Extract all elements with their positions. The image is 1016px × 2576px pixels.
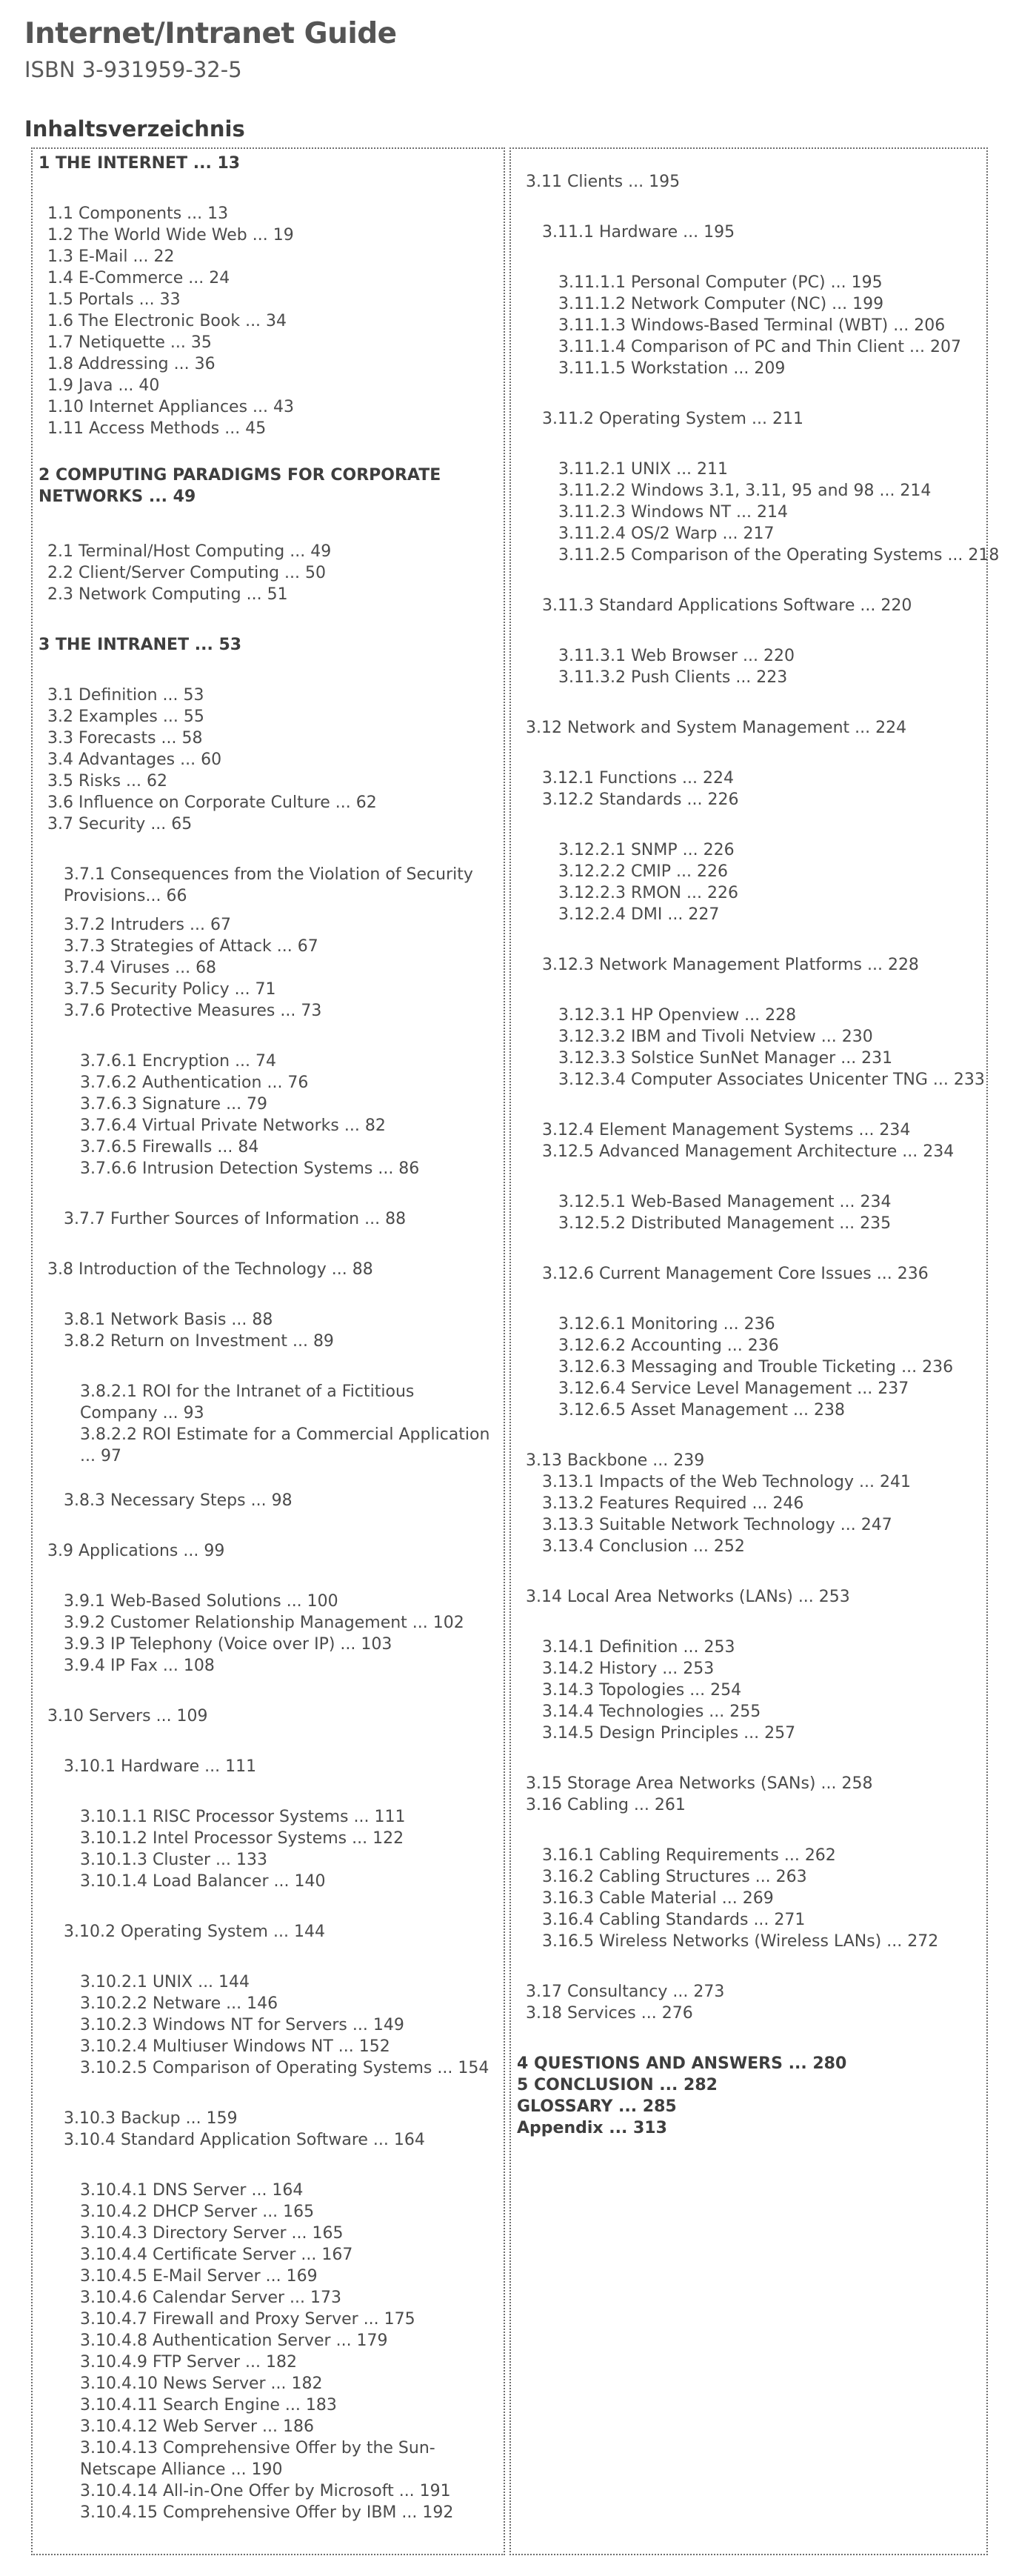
toc-entry: 3.14 Local Area Networks (LANs) ... 253 [526, 1588, 850, 1606]
toc-entry: 3.10.4.4 Certificate Server ... 167 [80, 2246, 353, 2264]
toc-entry: 3.10.1 Hardware ... 111 [64, 1757, 257, 1776]
toc-entry: 3.12.2.4 DMI ... 227 [558, 905, 720, 924]
toc-entry: 3.12.3.4 Computer Associates Unicenter TNG ... 233 [558, 1071, 985, 1089]
toc-entry: 3.12.5 Advanced Management Architecture ... 234 [542, 1142, 955, 1161]
toc-entry: 3.12.1 Functions ... 224 [542, 769, 734, 788]
toc-entry: 3.12.3.1 HP Openview ... 228 [558, 1006, 797, 1025]
toc-entry: 3.7.3 Strategies of Attack ... 67 [64, 937, 318, 956]
toc-entry: 3.16.2 Cabling Structures ... 263 [542, 1868, 807, 1886]
toc-entry: 1.9 Java ... 40 [47, 376, 160, 395]
toc-entry: 3.12.5.1 Web-Based Management ... 234 [558, 1193, 892, 1211]
toc-entry: 3.7.6.3 Signature ... 79 [80, 1095, 268, 1114]
toc-entry: 3.9.3 IP Telephony (Voice over IP) ... 103 [64, 1635, 392, 1654]
toc-entry: 3.6 Influence on Corporate Culture ... 62 [47, 793, 377, 812]
toc-entry: 3.12.6.4 Service Level Management ... 237 [558, 1379, 909, 1398]
toc-entry: 1.5 Portals ... 33 [47, 290, 181, 309]
toc-entry: 3.11.1 Hardware ... 195 [542, 223, 735, 242]
toc-entry: 3.11.2 Operating System ... 211 [542, 410, 803, 428]
toc-entry: 3.7.6 Protective Measures ... 73 [64, 1002, 322, 1020]
document-title: Internet/Intranet Guide [24, 17, 397, 50]
toc-entry: 3.10.1.2 Intel Processor Systems ... 122 [80, 1829, 404, 1848]
toc-entry: 3.16.3 Cable Material ... 269 [542, 1889, 774, 1908]
toc-entry: 3.12.4 Element Management Systems ... 234 [542, 1121, 911, 1139]
toc-entry: 3.13.3 Suitable Network Technology ... 247 [542, 1516, 892, 1534]
toc-entry: 3.14.1 Definition ... 253 [542, 1638, 735, 1657]
toc-entry: 3.10.4 Standard Application Software ... 164 [64, 2131, 425, 2149]
toc-entry: 4 QUESTIONS AND ANSWERS ... 280 [517, 2054, 847, 2073]
toc-entry: 3.8.2.1 ROI for the Intranet of a Fictitious Company ... 93 [80, 1382, 415, 1422]
toc-entry: 3.11 Clients ... 195 [526, 173, 681, 191]
toc-entry: 3.2 Examples ... 55 [47, 708, 204, 726]
toc-entry: 3.13.2 Features Required ... 246 [542, 1494, 804, 1513]
toc-entry: 3.18 Services ... 276 [526, 2004, 693, 2023]
toc-entry: 3.11.2.4 OS/2 Warp ... 217 [558, 525, 775, 543]
toc-entry: 3.11.1.3 Windows-Based Terminal (WBT) ... 206 [558, 316, 946, 335]
toc-entry: 3.12.6 Current Management Core Issues ... 236 [542, 1265, 929, 1283]
toc-entry: 3.10.4.11 Search Engine ... 183 [80, 2396, 337, 2414]
toc-entry: 3.11.3.1 Web Browser ... 220 [558, 647, 795, 665]
toc-entry: 3.13 Backbone ... 239 [526, 1451, 705, 1470]
toc-entry: 3.11.1.5 Workstation ... 209 [558, 359, 786, 378]
toc-entry: 1.7 Netiquette ... 35 [47, 333, 212, 352]
toc-entry: 3.7.4 Viruses ... 68 [64, 959, 217, 977]
toc-entry: 3.8.1 Network Basis ... 88 [64, 1311, 273, 1329]
toc-entry: 2.3 Network Computing ... 51 [47, 585, 288, 604]
toc-entry: 1.11 Access Methods ... 45 [47, 419, 267, 438]
toc-entry: 3.5 Risks ... 62 [47, 772, 168, 791]
toc-entry: 3.15 Storage Area Networks (SANs) ... 258 [526, 1774, 873, 1793]
toc-entry: 3.8.3 Necessary Steps ... 98 [64, 1491, 293, 1510]
toc-entry: 3.4 Advantages ... 60 [47, 750, 222, 769]
toc-entry: 3.16.1 Cabling Requirements ... 262 [542, 1846, 836, 1865]
toc-entry: 3.7.6.6 Intrusion Detection Systems ... 86 [80, 1159, 420, 1178]
toc-entry: 3.11.2.1 UNIX ... 211 [558, 460, 729, 479]
toc-entry: 3.10.1.3 Cluster ... 133 [80, 1851, 267, 1869]
toc-entry: 3.11.1.2 Network Computer (NC) ... 199 [558, 295, 884, 313]
toc-entry: 3.8.2 Return on Investment ... 89 [64, 1332, 334, 1351]
toc-entry: 1 THE INTERNET ... 13 [39, 154, 241, 173]
toc-entry: 3.10.4.1 DNS Server ... 164 [80, 2181, 304, 2200]
toc-entry: 3.12.2 Standards ... 226 [542, 791, 739, 809]
toc-entry: 3.11.2.3 Windows NT ... 214 [558, 503, 789, 522]
toc-entry: 3.10.2 Operating System ... 144 [64, 1923, 325, 1941]
toc-entry: 3.10.4.2 DHCP Server ... 165 [80, 2203, 315, 2221]
toc-heading: Inhaltsverzeichnis [24, 116, 245, 142]
toc-entry: 3.16.4 Cabling Standards ... 271 [542, 1911, 806, 1929]
toc-entry: 3.9.2 Customer Relationship Management ... 102 [64, 1614, 464, 1632]
toc-entry: 3.10.4.10 News Server ... 182 [80, 2374, 323, 2393]
toc-entry: 3.14.5 Design Principles ... 257 [542, 1724, 796, 1743]
toc-entry: 1.6 The Electronic Book ... 34 [47, 312, 287, 330]
toc-entry: 3.11.1.4 Comparison of PC and Thin Client ... 207 [558, 338, 961, 356]
toc-entry: 3.7.6.4 Virtual Private Networks ... 82 [80, 1116, 386, 1135]
toc-entry: 3 THE INTRANET ... 53 [39, 636, 242, 654]
toc-entry: 3.12.2.1 SNMP ... 226 [558, 841, 735, 859]
toc-entry: 3.8.2.2 ROI Estimate for a Commercial Application ... 97 [80, 1425, 490, 1465]
toc-entry: 3.10.4.13 Comprehensive Offer by the Sun-Netscape Alliance ... 190 [80, 2439, 435, 2479]
toc-entry: 3.12.6.2 Accounting ... 236 [558, 1337, 779, 1355]
toc-column-right [509, 147, 1000, 2555]
toc-entry: 5 CONCLUSION ... 282 [517, 2076, 718, 2094]
toc-entry: 3.12.3 Network Management Platforms ... 228 [542, 956, 919, 974]
toc-entry: 3.12.6.5 Asset Management ... 238 [558, 1401, 845, 1420]
toc-entry: 3.10.1.1 RISC Processor Systems ... 111 [80, 1808, 406, 1826]
toc-entry: 3.14.2 History ... 253 [542, 1660, 715, 1678]
toc-entry: 3.10.1.4 Load Balancer ... 140 [80, 1872, 326, 1891]
toc-entry: 3.12.5.2 Distributed Management ... 235 [558, 1214, 892, 1233]
toc-entry: 3.11.2.5 Comparison of the Operating Systems ... 218 [558, 546, 1000, 565]
toc-entry: 3.10.4.15 Comprehensive Offer by IBM ... 192 [80, 2503, 454, 2522]
toc-entry: 3.11.2.2 Windows 3.1, 3.11, 95 and 98 ... 214 [558, 482, 932, 500]
toc-entry: 3.9 Applications ... 99 [47, 1542, 225, 1560]
toc-entry: 1.8 Addressing ... 36 [47, 355, 215, 373]
toc-entry: 3.10.4.3 Directory Server ... 165 [80, 2224, 344, 2243]
toc-entry: 3.16 Cabling ... 261 [526, 1796, 686, 1814]
toc-entry: 3.11.1.1 Personal Computer (PC) ... 195 [558, 273, 883, 292]
toc-entry: 3.10.4.9 FTP Server ... 182 [80, 2353, 298, 2372]
toc-entry: 3.14.4 Technologies ... 255 [542, 1703, 761, 1721]
toc-entry: 3.13.1 Impacts of the Web Technology ... 241 [542, 1473, 911, 1491]
toc-entry: 3.11.3.2 Push Clients ... 223 [558, 668, 788, 687]
toc-entry: 3.10.2.3 Windows NT for Servers ... 149 [80, 2016, 404, 2034]
toc-entry: 3.10 Servers ... 109 [47, 1707, 208, 1725]
toc-entry: 1.3 E-Mail ... 22 [47, 247, 175, 266]
toc-entry: 3.12 Network and System Management ... 224 [526, 719, 907, 737]
toc-entry: 3.10.4.7 Firewall and Proxy Server ... 175 [80, 2310, 415, 2329]
toc-entry: 3.12.3.2 IBM and Tivoli Netview ... 230 [558, 1028, 873, 1046]
toc-entry: 3.12.6.1 Monitoring ... 236 [558, 1315, 775, 1334]
toc-entry: 3.10.3 Backup ... 159 [64, 2109, 238, 2128]
toc-entry: 3.13.4 Conclusion ... 252 [542, 1537, 745, 1556]
toc-entry: 3.10.4.5 E-Mail Server ... 169 [80, 2267, 318, 2286]
toc-entry: 1.10 Internet Appliances ... 43 [47, 398, 295, 416]
isbn-number: ISBN 3-931959-32-5 [24, 57, 242, 82]
toc-entry: 3.12.2.3 RMON ... 226 [558, 884, 738, 902]
toc-entry: 3.10.4.8 Authentication Server ... 179 [80, 2332, 388, 2350]
toc-entry: 1.2 The World Wide Web ... 19 [47, 226, 294, 244]
toc-entry: 3.10.2.2 Netware ... 146 [80, 1994, 278, 2013]
toc-entry: 2.1 Terminal/Host Computing ... 49 [47, 542, 332, 561]
toc-entry: 3.1 Definition ... 53 [47, 686, 204, 705]
toc-entry: 1.4 E-Commerce ... 24 [47, 269, 230, 287]
toc-entry: 3.17 Consultancy ... 273 [526, 1983, 725, 2001]
toc-entry: 3.12.2.2 CMIP ... 226 [558, 862, 729, 881]
toc-entry: 2.2 Client/Server Computing ... 50 [47, 564, 326, 582]
toc-entry: 3.7.7 Further Sources of Information ... 88 [64, 1210, 407, 1228]
toc-entry: 3.10.2.1 UNIX ... 144 [80, 1973, 250, 1991]
toc-entry: 3.7.2 Intruders ... 67 [64, 916, 231, 934]
toc-entry: 3.7.6.1 Encryption ... 74 [80, 1052, 277, 1071]
toc-entry: 3.10.4.6 Calendar Server ... 173 [80, 2289, 341, 2307]
toc-entry: 3.7 Security ... 65 [47, 815, 193, 833]
toc-entry: 3.12.3.3 Solstice SunNet Manager ... 231 [558, 1049, 893, 1068]
toc-entry: 3.3 Forecasts ... 58 [47, 729, 203, 748]
toc-entry: 3.12.6.3 Messaging and Trouble Ticketing ... 236 [558, 1358, 954, 1377]
toc-entry: 3.7.6.5 Firewalls ... 84 [80, 1138, 259, 1156]
toc-entry: 3.10.4.14 All-in-One Offer by Microsoft ... 191 [80, 2482, 451, 2500]
toc-entry: 3.16.5 Wireless Networks (Wireless LANs) ... 272 [542, 1932, 939, 1951]
toc-entry: 3.9.4 IP Fax ... 108 [64, 1657, 215, 1675]
toc-column-left [31, 147, 505, 2555]
toc-entry: 3.8 Introduction of the Technology ... 88 [47, 1260, 373, 1279]
toc-entry: 3.10.4.12 Web Server ... 186 [80, 2417, 315, 2436]
toc-entry: 3.10.2.5 Comparison of Operating Systems ... 154 [80, 2059, 489, 2077]
toc-entry: 3.7.5 Security Policy ... 71 [64, 980, 276, 999]
toc-entry: 3.10.2.4 Multiuser Windows NT ... 152 [80, 2037, 390, 2056]
toc-entry: 3.14.3 Topologies ... 254 [542, 1681, 742, 1700]
toc-entry: 2 COMPUTING PARADIGMS FOR CORPORATE NETWORKS ... 49 [39, 466, 441, 506]
toc-entry: 3.11.3 Standard Applications Software ... 220 [542, 596, 912, 615]
toc-entry: Appendix ... 313 [517, 2119, 667, 2137]
toc-entry: 1.1 Components ... 13 [47, 204, 229, 223]
toc-entry: GLOSSARY ... 285 [517, 2097, 677, 2116]
toc-entry: 3.7.6.2 Authentication ... 76 [80, 1074, 309, 1092]
toc-entry: 3.7.1 Consequences from the Violation of Security Provisions... 66 [64, 865, 473, 905]
toc-entry: 3.9.1 Web-Based Solutions ... 100 [64, 1592, 338, 1611]
